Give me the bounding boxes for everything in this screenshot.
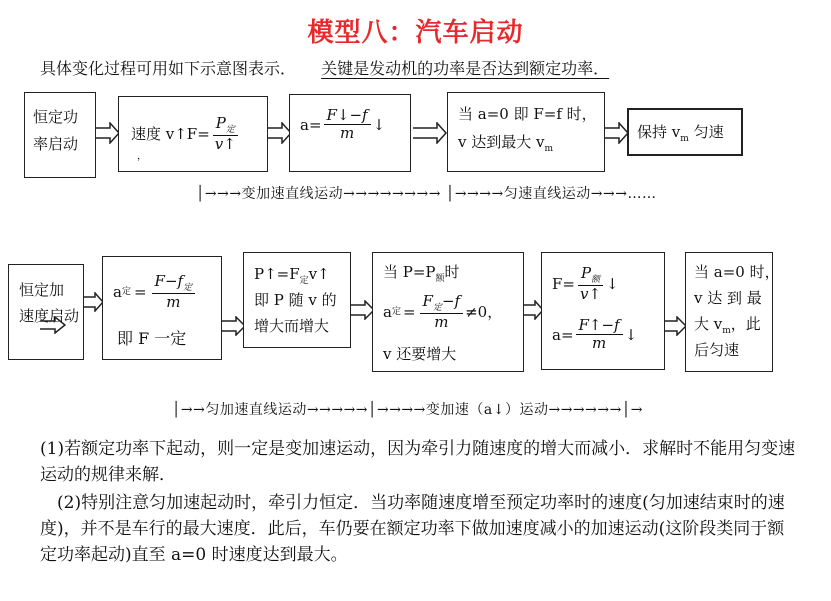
row1-box2-den: v↑ (214, 135, 236, 154)
row2-box2-eq: = (133, 283, 147, 302)
row1-box-uniform (627, 108, 743, 156)
row1-box4-line2: v 达到最大 $v_m$ (458, 133, 554, 154)
subtitle-key: 关键是发动机的功率是否达到额定功率． (321, 59, 610, 78)
row2-box1-line1: 恒定加 (19, 281, 65, 299)
row2-box4-line3: v 还要增大 (383, 345, 457, 363)
row1-box3-prefix: a= (300, 115, 322, 134)
row2-box3-line2: 即 P 随 v 的 (254, 291, 337, 309)
row2-box2-formula (113, 273, 197, 312)
subtitle-lead: 具体变化过程可用如下示意图表示． (40, 59, 297, 78)
row1-box2-prefix: 速度 v↑F= (131, 125, 210, 144)
row1-box2-formula (131, 115, 241, 154)
row2-box4-formula: a 定 = $\frac{F_定-f}{m}$ ≠0， (383, 292, 503, 332)
row1-box4-line1: 当 a=0 即 F=f 时， (458, 105, 597, 123)
hollow-arrow-icon (665, 316, 687, 336)
row2-box3-line3: 增大而增大 (254, 317, 330, 335)
row2-box4-tail: ≠0， (465, 303, 503, 322)
page-title: 模型八：汽车启动 (307, 18, 524, 48)
row2-box-max (685, 252, 780, 372)
row2-box5-accel: a= $\frac{F↑-f}{m}$ ↓ (552, 316, 638, 353)
note-paragraph-2: (2)特别注意匀加速起动时，牵引力恒定．当功率随速度增至预定功率时的速度(匀加速结束时的速度)，并不是车行的最大速度．此后，车仍要在额定功率下做加速度减小的加速运动(这阶段类同于额定功率起动)直至 a=0 时速度达到最大。 (40, 493, 785, 565)
row1-box2-fraction (212, 115, 239, 154)
row2-box1-line2: 速度启动 (19, 307, 80, 325)
note-paragraph-1: (1)若额定功率下起动，则一定是变加速运动，因为牵引力随速度的增大而减小．求解时不能用匀变速运动的规律来解． (40, 439, 796, 485)
row2-box4-fraction: $\frac{F_定-f}{m}$ (420, 293, 464, 332)
row1-box-accel (289, 94, 411, 172)
subtitle (40, 56, 609, 79)
row2-box6-line1: 当 a=0 时， (694, 263, 780, 281)
row1-box1-line2: 率启动 (33, 135, 79, 153)
hollow-arrow-icon (96, 122, 120, 144)
row2-box-variable (541, 252, 665, 370)
row1-box2-num: P (215, 114, 226, 132)
row1-box3-den: m (339, 124, 355, 143)
row2-box6-line4: 后匀速 (694, 341, 740, 359)
row2-box-power (243, 252, 351, 348)
row2-box-rated (372, 252, 524, 372)
row1-box3-suffix: ↓ (372, 115, 386, 134)
row2-box2-prefix: a (113, 283, 122, 302)
row1-timeline-seg1: │→→→变加速直线运动→→→→→→→→ (196, 186, 441, 202)
row2-box2-line2: 即 F 一定 (117, 329, 187, 348)
hollow-arrow-icon (84, 292, 104, 312)
row2-box6-line3: 大 $v_m$，此 (694, 315, 761, 336)
row1-box3-num: F↓−f (324, 107, 371, 125)
row1-box-speed (118, 96, 268, 172)
row1-box1-line1: 恒定功 (33, 108, 79, 126)
row1-timeline-seg2: │→→→→匀速直线运动→→→…… (445, 186, 657, 202)
row2-timeline: │→→匀加速直线运动→→→→→│→→→→变加速（a↓）运动→→→→→→│→ (172, 402, 644, 418)
row2-box6-line2: v 达 到 最 (694, 289, 762, 307)
row2-box2-fraction: $\frac{F-f_定}{m}$ (152, 273, 196, 312)
row2-box-accel (102, 256, 222, 360)
row2-box4-line1: 当 $P=P_额$时 (383, 263, 460, 284)
row2-box2-den: m (166, 293, 181, 312)
row2-box5-force: F= $\frac{P_额}{v↑}$ ↓ (552, 264, 619, 304)
hollow-arrow-icon (605, 122, 629, 144)
row1-box3-fraction (324, 107, 371, 143)
hollow-arrow-icon (40, 316, 66, 334)
row1-box5-text: 保持 $v_m$ 匀速 (637, 123, 724, 144)
row1-box2-dot: ， (137, 151, 147, 162)
row1-box3-formula (300, 107, 385, 143)
row2-box2-sub: 定 (121, 286, 131, 297)
row2-box-constant-accel (8, 264, 84, 360)
row2-box3-line1: $P↑=F_定v↑$ (254, 265, 330, 286)
row1-box2-num-sub: 定 (225, 125, 235, 135)
row1-timeline (196, 183, 656, 203)
hollow-arrow-icon (413, 122, 447, 144)
row1-box-max-speed (447, 92, 605, 172)
row1-box-constant-power (24, 92, 96, 178)
